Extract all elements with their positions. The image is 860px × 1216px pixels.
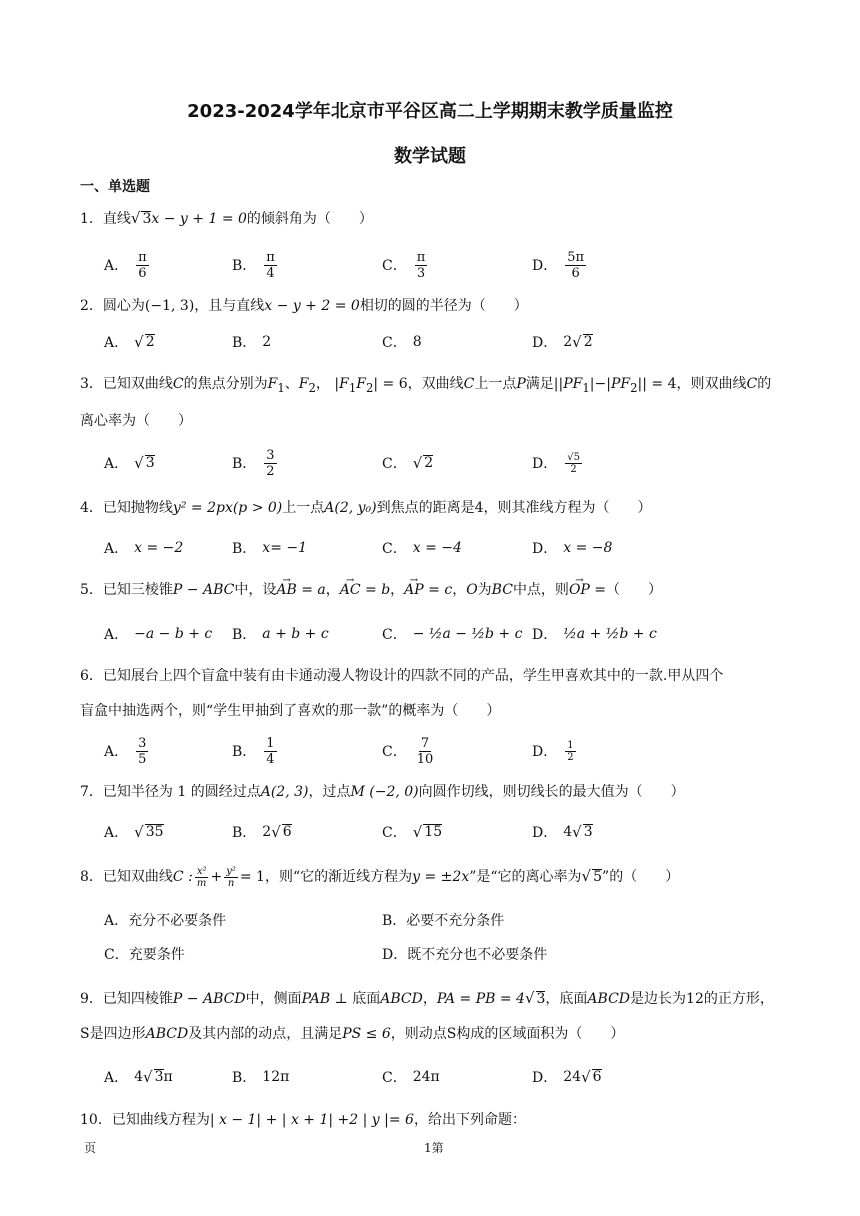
question-7-options [104,812,794,852]
option-a: A． $\frac{\pi}{6}$ [104,249,147,281]
option-b: B． $\frac{\pi}{4}$ [232,249,275,281]
question-3-options [104,443,794,483]
document-subtitle: 数学试题 [394,146,466,167]
option-a: A． √ 3 [104,454,155,472]
question-3-line-1: 3．已知双曲线C的焦点分别为$F_1$、$F_2$， $|F_1F_2| = 6$，双曲线C上一点P满足$||PF_1|-|PF_2|| = 4$，则双曲线C的 [80,376,772,395]
question-9-line-2: S是四边形ABCD及其内部的动点，且满足PS ≤ 6，则动点S构成的区域面积为（ ） [80,1026,625,1042]
option-a: A． −a − b + c [104,626,213,643]
question-2-options [104,322,794,362]
question-1: 1．直线√ 3x − y + 1 = 0的倾斜角为（ ） [80,209,373,227]
option-d: D． 2 √ 2 [532,333,593,351]
option-d: D． $\frac{1}{2}$ [532,739,574,763]
question-8-option-b: B．必要不充分条件 [382,913,505,929]
option-c: C． 8 [382,334,422,351]
question-8-option-d: D．既不充分也不必要条件 [382,947,548,963]
question-10: 10．已知曲线方程为| x − 1| + | x + 1| +2 | y |= 6，给出下列命题： [80,1112,526,1128]
option-b: B． x= −1 [232,540,308,557]
question-8-option-c: C．充要条件 [104,947,185,963]
question-5: 5．已知三棱锥P − ABC中，设→ AB = a，→ AC = b，→ AP = c，O为BC中点，则→ OP =（ ） [80,576,790,604]
option-c: C． $\frac{7}{10}$ [382,735,434,767]
option-b: B． 12π [232,1069,290,1086]
option-d: D． ½a + ½b + c [532,626,657,643]
option-d: D． x = −8 [532,540,613,557]
question-2: 2．圆心为(−1, 3)，且与直线x − y + 2 = 0相切的圆的半径为（ ） [80,298,528,314]
option-b: B． $\frac{1}{4}$ [232,735,275,767]
section-heading: 一、单选题 [80,179,150,195]
option-a: A． √ 2 [104,333,155,351]
question-9-options [104,1057,794,1097]
question-4: 4．已知抛物线y² = 2px(p > 0)上一点A(2, y₀)到焦点的距离是4，则其准线方程为（ ） [80,500,652,516]
option-d: D． $\frac{√5}{2}$ [532,451,580,475]
option-b: B． a + b + c [232,626,329,643]
option-c: C． 24π [382,1069,440,1086]
option-d: D． 24 √ 6 [532,1068,602,1086]
option-a: A． $\frac{3}{5}$ [104,735,147,767]
question-6-line-2: 盲盒中抽选两个，则“学生甲抽到了喜欢的那一款”的概率为（ ） [80,703,501,719]
option-c: C． $\frac{\pi}{3}$ [382,249,426,281]
option-a: A． 4 √ 3 π [104,1068,173,1086]
option-b: B． $\frac{3}{2}$ [232,447,275,479]
option-c: C． √ 2 [382,454,434,472]
question-6-line-1: 6．已知展台上四个盲盒中装有由卡通动漫人物设计的四款不同的产品，学生甲喜欢其中的一款.甲从四个 [80,668,724,684]
footer-page-number: 1第 [424,1141,444,1155]
question-1-options [104,245,794,285]
option-c: C． √ 15 [382,823,443,841]
option-d: D． 4 √ 3 [532,823,593,841]
option-b: B． 2 [232,334,272,351]
option-c: C． x = −4 [382,540,462,557]
question-8: 8．已知双曲线C : $\frac{\text{x²}}{m}$ + $\frac{\text{y²}}{n}$ = 1，则“它的渐近线方程为y = ±2x”是“它的离心率为√ 5”的（ ） [80,865,680,889]
option-a: A． √ 35 [104,823,164,841]
question-7: 7．已知半径为 1 的圆经过点A(2, 3)，过点M (−2, 0)向圆作切线，则切线长的最大值为（ ） [80,784,685,800]
option-d: D． $\frac{5\pi}{6}$ [532,249,585,281]
question-8-option-a: A．充分不必要条件 [104,913,227,929]
document-title: 2023-2024学年北京市平谷区高二上学期期末教学质量监控 [187,101,673,122]
question-5-options [104,614,794,654]
option-c: C． − ½a − ½b + c [382,626,523,643]
question-6-options [104,731,794,771]
footer-left: 页 [84,1141,97,1155]
option-a: A． x = −2 [104,540,184,557]
option-b: B． 2 √ 6 [232,823,292,841]
question-4-options [104,528,794,568]
question-9-line-1: 9．已知四棱锥P − ABCD中，侧面PAB ⊥ 底面ABCD，PA = PB = 4√ 3，底面ABCD是边长为12的正方形， [80,989,774,1007]
question-3-line-2: 离心率为（ ） [80,413,192,429]
